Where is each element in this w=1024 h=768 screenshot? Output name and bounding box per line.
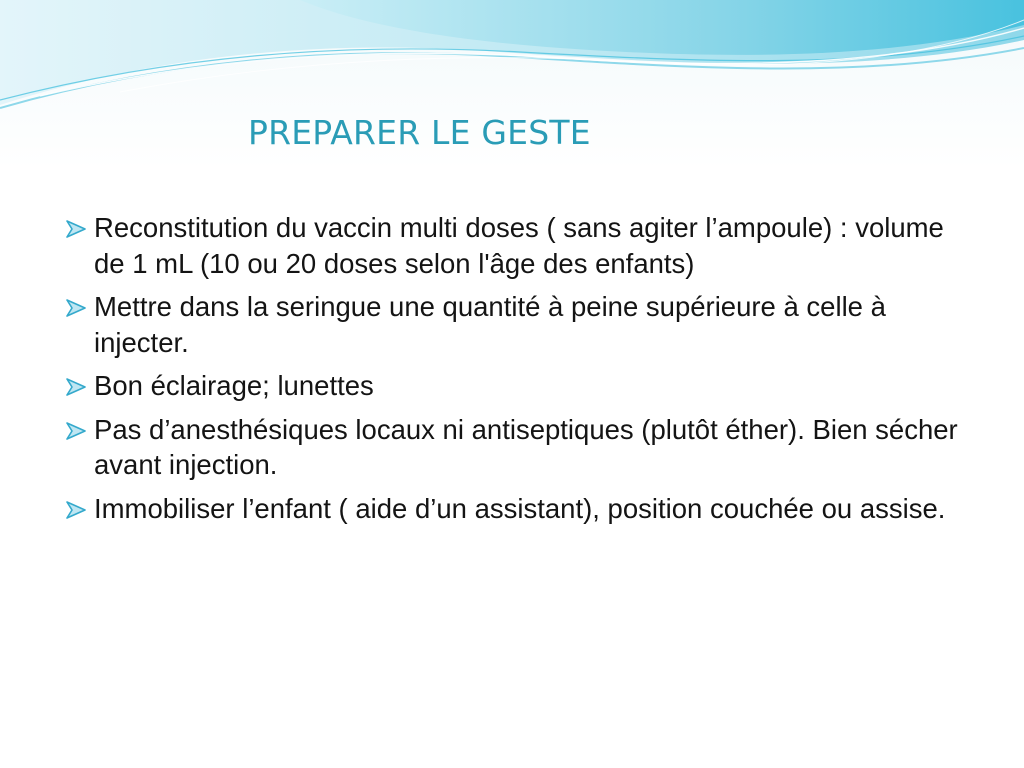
bullet-item bbox=[60, 289, 960, 360]
arrow-bullet-icon bbox=[66, 422, 86, 440]
bullet-text: Bon éclairage; lunettes bbox=[94, 370, 374, 401]
arrow-bullet-icon bbox=[66, 299, 86, 317]
bullet-list bbox=[60, 210, 960, 534]
arrow-bullet-icon bbox=[66, 501, 86, 519]
arrow-bullet-icon bbox=[66, 220, 86, 238]
bullet-text: Mettre dans la seringue une quantité à peine supérieure à celle à injecter. bbox=[94, 291, 886, 358]
bullet-text: Immobiliser l’enfant ( aide d’un assistant), position couchée ou assise. bbox=[94, 492, 946, 524]
bullet-item bbox=[60, 412, 960, 483]
bullet-item bbox=[60, 210, 960, 281]
bullet-text: Reconstitution du vaccin multi doses ( sans agiter l’ampoule) : volume de 1 mL (10 ou 20 doses selon l'âge des enfants) bbox=[94, 212, 944, 279]
bullet-text: Pas d’anesthésiques locaux ni antiseptiques (plutôt éther). Bien sécher avant injection. bbox=[94, 413, 958, 480]
bullet-item bbox=[60, 491, 960, 527]
bullet-item bbox=[60, 368, 960, 404]
arrow-bullet-icon bbox=[66, 378, 86, 396]
slide-title: PREPARER LE GESTE bbox=[248, 113, 591, 152]
